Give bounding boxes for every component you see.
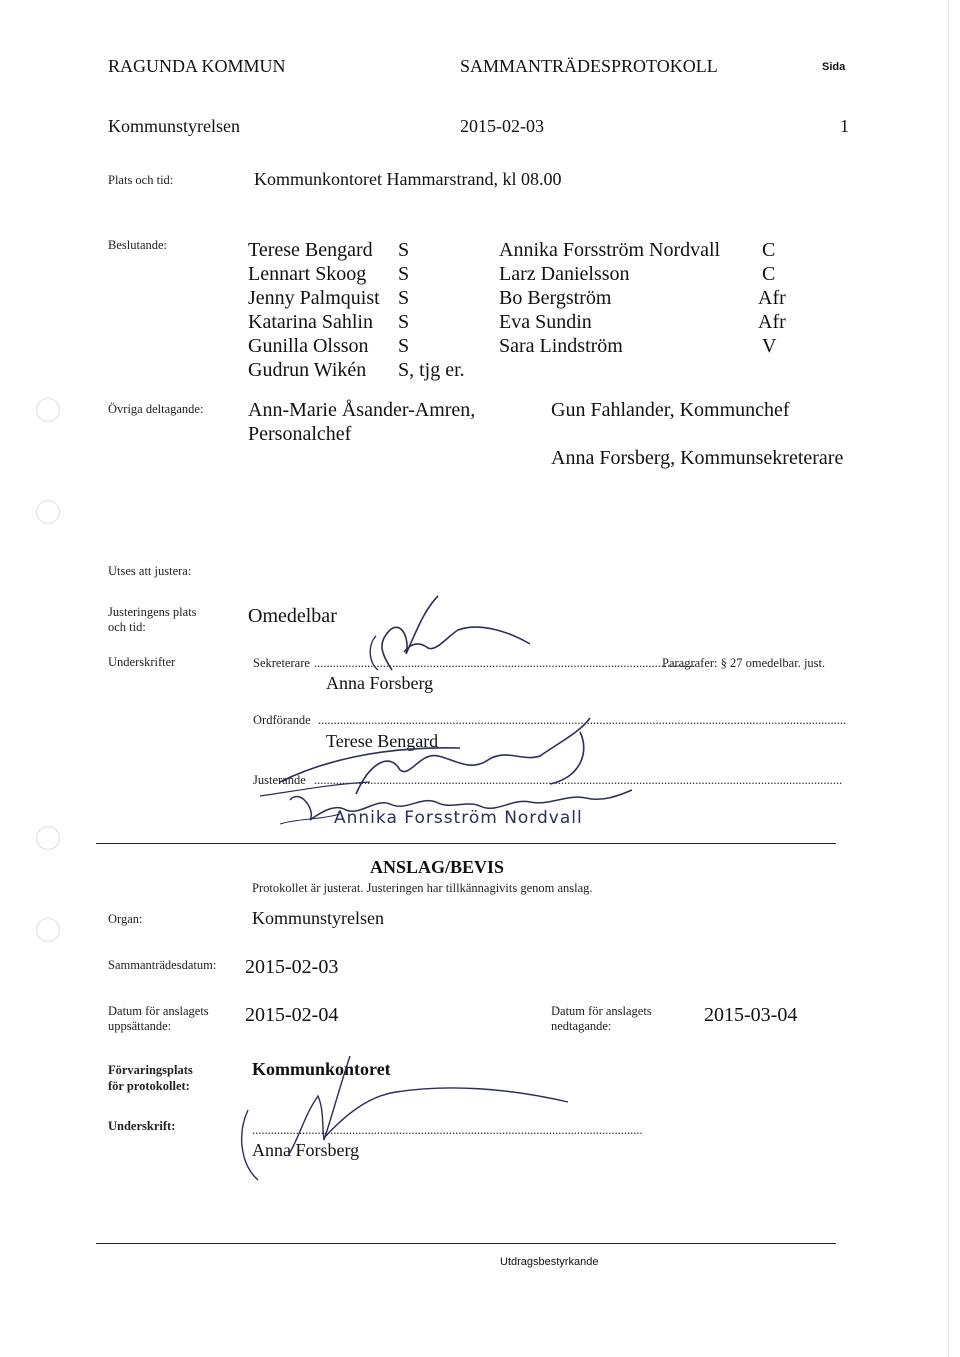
- punch-hole: [36, 500, 60, 524]
- removed-label: Datum för anslagets: [551, 1004, 652, 1018]
- meeting-date-value: 2015-02-03: [245, 956, 339, 978]
- notice-signature: [228, 1036, 588, 1186]
- chair-label: Ordförande: [253, 713, 311, 727]
- removed-value: 2015-03-04: [704, 1004, 798, 1026]
- signature-name: Anna Forsberg: [252, 1140, 360, 1160]
- municipality-name: RAGUNDA KOMMUN: [108, 56, 286, 76]
- posted-label: Datum för anslagets: [108, 1004, 209, 1018]
- member-name: Terese Bengard: [248, 239, 373, 261]
- section-divider: [96, 843, 836, 844]
- participant-line: Personalchef: [248, 423, 352, 445]
- member-party: S: [398, 263, 410, 285]
- storage-value: Kommunkontoret: [252, 1059, 391, 1079]
- footer-text: Utdragsbestyrkande: [500, 1256, 599, 1268]
- member-party: Afr: [758, 311, 786, 333]
- adjuster-dots: .........................................................................................................................................................................: [314, 773, 843, 787]
- organ-value: Kommunstyrelsen: [252, 908, 384, 928]
- decision-makers-label: Beslutande:: [108, 238, 168, 252]
- member-party: C: [762, 263, 776, 285]
- secretary-dots: ..........................................................................................................................: [314, 656, 696, 670]
- meeting-date-label: Sammanträdesdatum:: [108, 958, 217, 972]
- punch-hole: [36, 918, 60, 942]
- adjust-place-label: och tid:: [108, 620, 146, 634]
- member-name: Larz Danielsson: [499, 263, 630, 285]
- member-name: Annika Forsström Nordvall: [499, 239, 721, 261]
- adjust-place-value: Omedelbar: [248, 605, 337, 627]
- member-party: S: [398, 239, 410, 261]
- member-party: S: [398, 311, 410, 333]
- signature-label: Underskrift:: [108, 1119, 176, 1133]
- adjuster-name: Annika Forsström Nordvall: [334, 808, 583, 828]
- signature-dots: .............................................................................................................................: [252, 1123, 643, 1137]
- page-number: 1: [840, 116, 849, 136]
- member-name: Sara Lindström: [499, 335, 623, 357]
- adjuster-label: Justerande: [253, 773, 306, 787]
- organ-label: Organ:: [108, 912, 143, 926]
- member-party: C: [762, 239, 776, 261]
- adjuster-signature: [280, 780, 640, 830]
- storage-label: för protokollet:: [108, 1079, 190, 1093]
- member-party: S, tjg er.: [398, 359, 465, 381]
- adjust-place-label: Justeringens plats: [108, 605, 197, 619]
- footer-divider: [96, 1243, 836, 1244]
- posted-value: 2015-02-04: [245, 1004, 339, 1026]
- storage-label: Förvaringsplats: [108, 1063, 193, 1077]
- paragraphs-info: Paragrafer: § 27 omedelbar. just.: [662, 656, 826, 670]
- member-party: V: [762, 335, 777, 357]
- notice-title: ANSLAG/BEVIS: [370, 857, 505, 877]
- removed-label: nedtagande:: [551, 1019, 612, 1033]
- participant-line: Gun Fahlander, Kommunchef: [551, 399, 790, 421]
- member-name: Eva Sundin: [499, 311, 592, 333]
- notice-statement: Protokollet är justerat. Justeringen har tillkännagivits genom anslag.: [252, 881, 593, 895]
- member-name: Gunilla Olsson: [248, 335, 369, 357]
- member-party: Afr: [758, 287, 786, 309]
- punch-hole: [36, 826, 60, 850]
- meeting-date: 2015-02-03: [460, 116, 544, 136]
- other-participants-label: Övriga deltagande:: [108, 402, 204, 416]
- secretary-label: Sekreterare: [253, 656, 310, 670]
- document-type: SAMMANTRÄDESPROTOKOLL: [460, 56, 718, 76]
- participant-line: Anna Forsberg, Kommunsekreterare: [551, 447, 844, 469]
- secretary-signature: [320, 592, 540, 672]
- member-name: Jenny Palmquist: [248, 287, 380, 309]
- chair-name: Terese Bengard: [326, 731, 439, 751]
- place-value: Kommunkontoret Hammarstrand, kl 08.00: [254, 169, 562, 189]
- posted-label: uppsättande:: [108, 1019, 172, 1033]
- participant-line: Ann-Marie Åsander-Amren,: [248, 399, 476, 421]
- page-label: Sida: [822, 61, 846, 73]
- signatures-label: Underskrifter: [108, 655, 176, 669]
- member-name: Bo Bergström: [499, 287, 612, 309]
- page-edge: [948, 0, 949, 1357]
- member-name: Katarina Sahlin: [248, 311, 373, 333]
- place-label: Plats och tid:: [108, 173, 174, 187]
- punch-hole: [36, 398, 60, 422]
- member-party: S: [398, 287, 410, 309]
- chair-dots: .........................................................................................................................................................................: [318, 713, 847, 727]
- member-party: S: [398, 335, 410, 357]
- secretary-name: Anna Forsberg: [326, 673, 434, 693]
- member-name: Lennart Skoog: [248, 263, 367, 285]
- adjusters-label: Utses att justera:: [108, 564, 192, 578]
- body-name: Kommunstyrelsen: [108, 116, 240, 136]
- member-name: Gudrun Wikén: [248, 359, 367, 381]
